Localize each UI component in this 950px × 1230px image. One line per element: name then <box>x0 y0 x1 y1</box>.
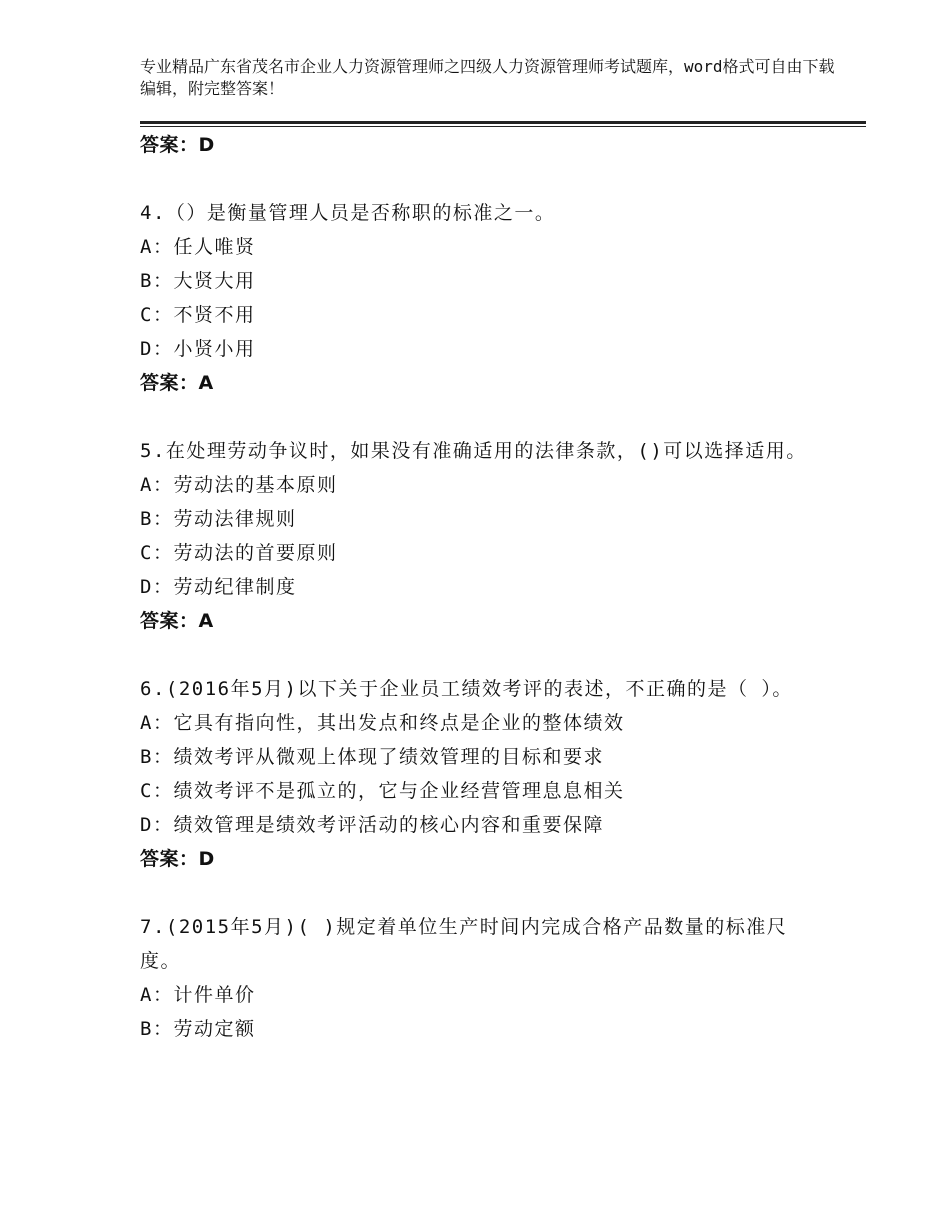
spacer <box>140 876 820 910</box>
option-a: A：计件单价 <box>140 984 256 1006</box>
option-c: C：劳动法的首要原则 <box>140 542 338 564</box>
option-b: B：绩效考评从微观上体现了绩效管理的目标和要求 <box>140 746 604 768</box>
option-a: A：它具有指向性，其出发点和终点是企业的整体绩效 <box>140 712 625 734</box>
answer-label: 答案：A <box>140 610 214 632</box>
question-stem: 5.在处理劳动争议时，如果没有准确适用的法律条款，()可以选择适用。 <box>140 440 807 462</box>
option-b: B：劳动法律规则 <box>140 508 297 530</box>
option-c: C：不贤不用 <box>140 304 256 326</box>
option-d: D：小贤小用 <box>140 338 256 360</box>
question-block <box>140 434 820 638</box>
question-block <box>140 672 820 876</box>
answer-label: 答案：D <box>140 848 215 870</box>
option-d: D：劳动纪律制度 <box>140 576 297 598</box>
question-stem: 6.(2016年5月)以下关于企业员工绩效考评的表述，不正确的是（ ）。 <box>140 678 793 700</box>
option-a: A：劳动法的基本原则 <box>140 474 338 496</box>
answer-label: 答案：D <box>140 134 215 156</box>
document-header: 专业精品广东省茂名市企业人力资源管理师之四级人力资源管理师考试题库，word格式可自由下载编辑，附完整答案！ <box>140 57 835 98</box>
option-d: D：绩效管理是绩效考评活动的核心内容和重要保障 <box>140 814 604 836</box>
option-b: B：劳动定额 <box>140 1018 256 1040</box>
question-block <box>140 910 820 1046</box>
header-divider-thin <box>140 126 866 127</box>
option-b: B：大贤大用 <box>140 270 256 292</box>
question-content <box>140 128 820 1046</box>
header-divider-thick <box>140 121 866 124</box>
spacer <box>140 638 820 672</box>
answer-label: 答案：A <box>140 372 214 394</box>
spacer <box>140 162 820 196</box>
question-stem: 7.(2015年5月)( )规定着单位生产时间内完成合格产品数量的标准尺度。 <box>140 916 788 972</box>
option-c: C：绩效考评不是孤立的，它与企业经营管理息息相关 <box>140 780 625 802</box>
spacer <box>140 400 820 434</box>
question-stem: 4.（）是衡量管理人员是否称职的标准之一。 <box>140 202 556 224</box>
option-a: A：任人唯贤 <box>140 236 256 258</box>
question-block <box>140 196 820 400</box>
